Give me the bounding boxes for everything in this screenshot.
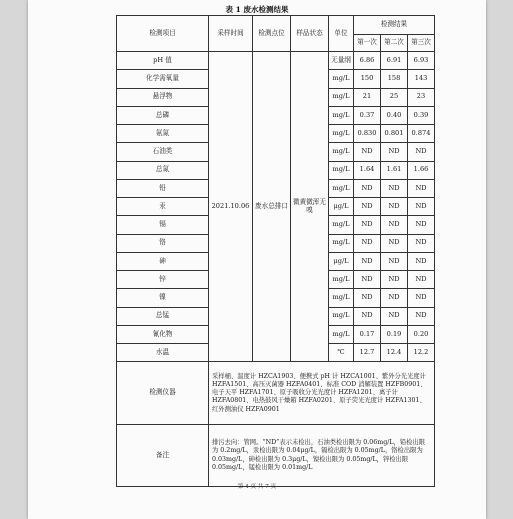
row-value-2: ND — [381, 252, 408, 270]
row-unit: μg/L — [329, 252, 354, 270]
row-value-1: 1.64 — [354, 161, 381, 179]
row-value-3: ND — [408, 179, 435, 197]
row-unit: mg/L — [329, 216, 354, 234]
header-result-2: 第二次 — [381, 35, 408, 52]
sample-location: 废水总排口 — [253, 52, 291, 362]
row-value-2: ND — [381, 179, 408, 197]
row-value-1: ND — [354, 198, 381, 216]
row-value-3: 0.39 — [408, 106, 435, 124]
row-value-3: ND — [408, 252, 435, 270]
table-row — [117, 52, 435, 70]
row-unit: mg/L — [329, 271, 354, 289]
header-result-1: 第一次 — [354, 35, 381, 52]
header-unit: 单位 — [329, 16, 354, 52]
row-item: 总锰 — [117, 307, 209, 325]
instruments-label: 检测仪器 — [117, 362, 209, 425]
header-time: 采样时间 — [209, 16, 253, 52]
row-unit: ℃ — [329, 344, 354, 362]
row-value-2: 0.801 — [381, 125, 408, 143]
row-item: 汞 — [117, 198, 209, 216]
page-number: 第 4 页 共 7 页 — [237, 484, 277, 490]
row-item: 氨氮 — [117, 125, 209, 143]
row-value-3: 12.2 — [408, 344, 435, 362]
table-title: 表 1 废水检测结果 — [225, 5, 289, 14]
row-value-1: ND — [354, 307, 381, 325]
instruments-text: 采样桶、温度计 HZCA1903、便携式 pH 计 HZCA1001、紫外分光光度计 HZFA1501、高压灭菌器 HZFA0401、标准 COD 消解装置 HZFB0901、电子天平 HZFA1701、原子吸收分光光度计 HZFA1201、离子计 HZFA0801、电热鼓风干燥箱 HZFA0201、原子荧光光度计 HZFA1301、红外测油仪 HZFA0901 — [209, 362, 435, 425]
row-item: 砷 — [117, 252, 209, 270]
row-item: 水温 — [117, 344, 209, 362]
header-item: 检测项目 — [117, 16, 209, 52]
row-value-1: ND — [354, 271, 381, 289]
header-location: 检测点位 — [253, 16, 291, 52]
row-unit: mg/L — [329, 125, 354, 143]
row-item: 总氮 — [117, 161, 209, 179]
row-value-3: 0.874 — [408, 125, 435, 143]
document-page — [28, 0, 486, 519]
row-value-3: ND — [408, 271, 435, 289]
row-value-2: 0.40 — [381, 106, 408, 124]
row-item: 石油类 — [117, 143, 209, 161]
instruments-row — [117, 362, 435, 425]
row-value-2: ND — [381, 216, 408, 234]
row-value-3: 23 — [408, 88, 435, 106]
row-value-1: ND — [354, 179, 381, 197]
row-value-1: 150 — [354, 70, 381, 88]
row-item: 总磷 — [117, 106, 209, 124]
row-value-1: 0.830 — [354, 125, 381, 143]
row-item: 镍 — [117, 289, 209, 307]
row-value-2: 12.4 — [381, 344, 408, 362]
row-item: 悬浮物 — [117, 88, 209, 106]
row-unit: mg/L — [329, 161, 354, 179]
row-value-2: ND — [381, 271, 408, 289]
remarks-label: 备注 — [117, 425, 209, 487]
row-value-2: 1.61 — [381, 161, 408, 179]
row-value-1: 12.7 — [354, 344, 381, 362]
row-item: pH 值 — [117, 52, 209, 70]
row-item: 铬 — [117, 234, 209, 252]
row-value-1: ND — [354, 216, 381, 234]
row-unit: mg/L — [329, 106, 354, 124]
row-value-1: ND — [354, 289, 381, 307]
row-value-1: ND — [354, 234, 381, 252]
row-item: 镉 — [117, 216, 209, 234]
wastewater-results-table — [116, 15, 435, 487]
row-value-2: 25 — [381, 88, 408, 106]
row-value-3: ND — [408, 307, 435, 325]
row-value-3: 6.93 — [408, 52, 435, 70]
row-value-1: 0.37 — [354, 106, 381, 124]
row-value-3: ND — [408, 198, 435, 216]
header-result-3: 第三次 — [408, 35, 435, 52]
row-item: 化学需氧量 — [117, 70, 209, 88]
row-unit: mg/L — [329, 307, 354, 325]
row-value-1: ND — [354, 143, 381, 161]
row-item: 铅 — [117, 179, 209, 197]
row-value-2: ND — [381, 307, 408, 325]
row-value-3: 143 — [408, 70, 435, 88]
sample-state: 微黄微浑无嗅 — [291, 52, 329, 362]
row-item: 锌 — [117, 271, 209, 289]
sample-time: 2021.10.06 — [209, 52, 253, 362]
row-value-2: 158 — [381, 70, 408, 88]
row-value-3: 1.66 — [408, 161, 435, 179]
row-value-1: 0.17 — [354, 325, 381, 343]
header-results: 检测结果 — [354, 16, 435, 35]
row-unit: mg/L — [329, 234, 354, 252]
row-value-2: 0.19 — [381, 325, 408, 343]
row-value-3: 0.20 — [408, 325, 435, 343]
row-item: 氰化物 — [117, 325, 209, 343]
row-unit: 无量纲 — [329, 52, 354, 70]
row-unit: mg/L — [329, 70, 354, 88]
remarks-row — [117, 425, 435, 487]
header-state: 样品状态 — [291, 16, 329, 52]
row-value-2: ND — [381, 143, 408, 161]
row-value-3: ND — [408, 143, 435, 161]
row-unit: mg/L — [329, 289, 354, 307]
row-unit: μg/L — [329, 198, 354, 216]
row-value-3: ND — [408, 289, 435, 307]
row-value-2: 6.91 — [381, 52, 408, 70]
row-unit: mg/L — [329, 179, 354, 197]
row-unit: mg/L — [329, 325, 354, 343]
row-value-1: 21 — [354, 88, 381, 106]
remarks-text: 排污去向：管网。“ND”表示未检出，石油类检出限为 0.06mg/L，铅检出限为 0.2mg/L，汞检出限为 0.04μg/L，镉检出限为 0.05mg/L，铬检出限为 0.03mg/L，砷检出限为 0.3μg/L，镍检出限为 0.05mg/L，锌检出限 0.05mg/L，锰检出限为 0.01mg/L — [209, 425, 435, 487]
row-value-2: ND — [381, 234, 408, 252]
row-value-2: ND — [381, 289, 408, 307]
row-unit: mg/L — [329, 143, 354, 161]
row-value-3: ND — [408, 234, 435, 252]
row-value-3: ND — [408, 216, 435, 234]
row-value-1: ND — [354, 252, 381, 270]
row-unit: mg/L — [329, 88, 354, 106]
row-value-2: ND — [381, 198, 408, 216]
row-value-1: 6.86 — [354, 52, 381, 70]
